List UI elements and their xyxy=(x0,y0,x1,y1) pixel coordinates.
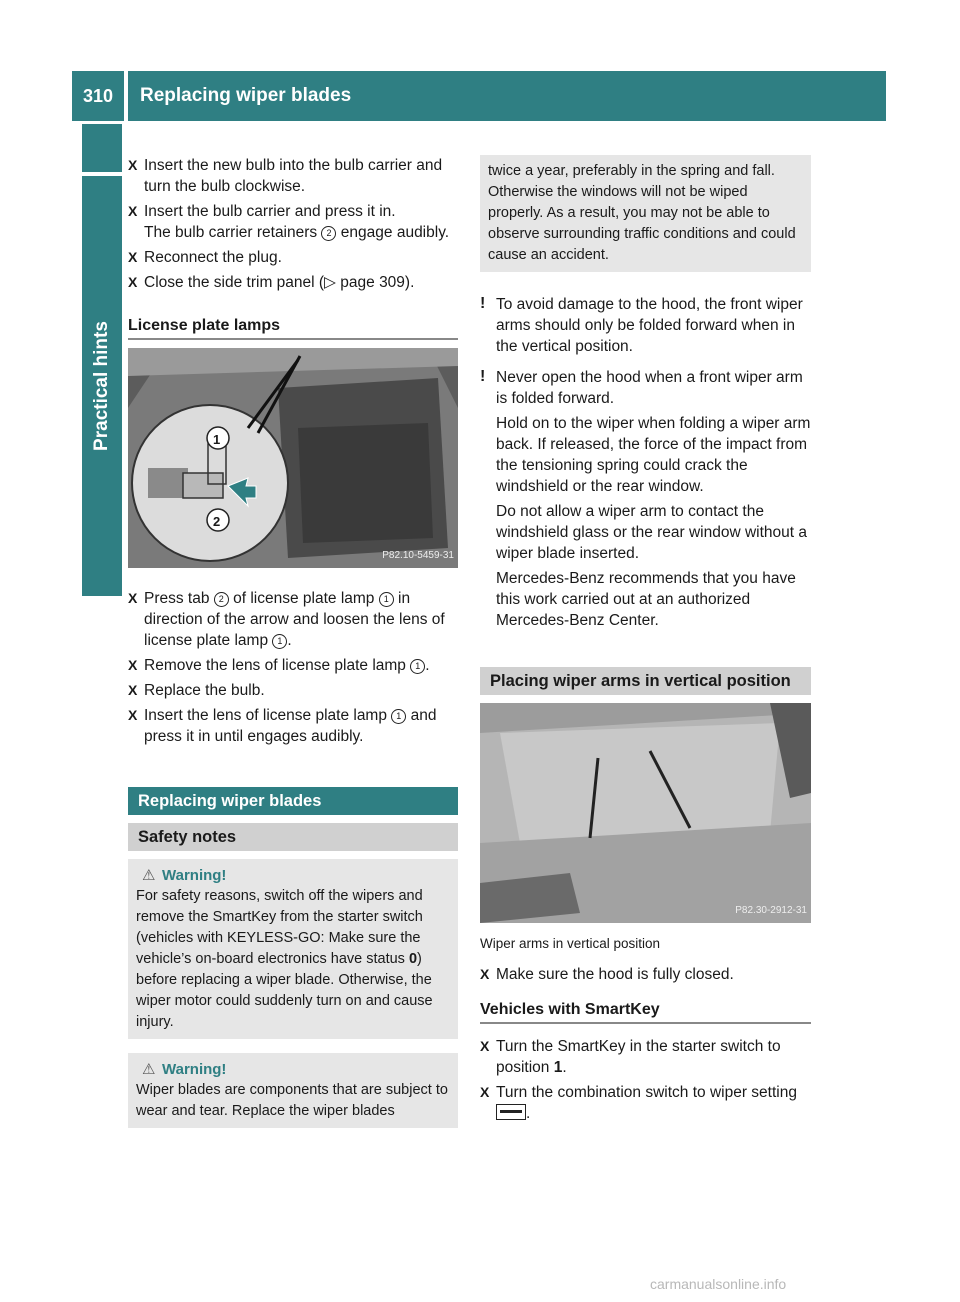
notice-exclamation-icon: ! xyxy=(480,295,486,312)
license-plate-image xyxy=(128,348,458,568)
bullet-close-trim: X Close the side trim panel (▷ page 309). xyxy=(128,274,415,291)
footer-watermark: carmanualsonline.info xyxy=(650,1276,787,1292)
notice-hood-damage: ! To avoid damage to the hood, the front wiper arms should only be folded forward when in the vertical position. xyxy=(480,295,803,355)
bullet-x-icon: X xyxy=(480,1084,490,1100)
bullet-insert-bulb: X Insert the new bulb into the bulb carrier and turn the bulb clockwise. xyxy=(128,157,443,195)
left-column xyxy=(128,155,458,1128)
callout-1-icon: 1 xyxy=(272,634,287,649)
callout-2-icon: 2 xyxy=(321,226,336,241)
bullet-x-icon: X xyxy=(128,203,138,219)
side-tab-label: Practical hints xyxy=(91,321,112,451)
page-number: 310 xyxy=(82,86,114,106)
right-column xyxy=(480,155,811,1128)
bullet-x-icon: X xyxy=(128,590,138,606)
warning-box-2 xyxy=(128,1053,458,1128)
wiper-setting-icon xyxy=(496,1104,526,1120)
bullet-x-icon: X xyxy=(128,707,138,723)
warning-box-2-continued: twice a year, preferably in the spring and fall. Otherwise the windows will not be wiped properly. As a result, you may not be able to observe surrounding traffic conditions and could cause an accident. xyxy=(480,155,811,272)
notice-never-open-hood: ! Never open the hood when a front wiper arm is folded forward. xyxy=(480,368,803,407)
bullet-combination-switch: X Turn the combination switch to wiper setting . xyxy=(480,1084,797,1122)
warning-triangle-icon: ⚠ xyxy=(142,867,156,884)
bullet-remove-lens: X Remove the lens of license plate lamp 1 . xyxy=(128,657,430,674)
press-steps xyxy=(128,588,458,747)
warning-triangle-icon: ⚠ xyxy=(142,1061,156,1078)
callout-2-label: 2 xyxy=(213,514,221,529)
bullet-x-icon: X xyxy=(128,274,138,290)
bullet-x-icon: X xyxy=(480,966,490,982)
image-code: P82.30-2912-31 xyxy=(735,905,807,916)
side-tab-strip xyxy=(82,176,122,596)
image-code: P82.10-5459-31 xyxy=(382,550,454,561)
license-plate-illustration xyxy=(128,348,458,568)
notice-para-recommend: Mercedes-Benz recommends that you have this work carried out at an authorized Mercedes-Benz Center. xyxy=(496,570,796,629)
wiper-arms-image xyxy=(480,703,811,923)
bullet-press-tab: X Press tab 2 of license plate lamp 1 in direction of the arrow and loosen the lens of license plate lamp 1 . xyxy=(128,590,445,649)
smartkey-steps xyxy=(480,1036,811,1124)
header-title: Replacing wiper blades xyxy=(140,85,352,106)
warning-text-2: Wiper blades are components that are subject to wear and tear. Replace the wiper blades xyxy=(136,1082,448,1119)
notice-para-hold: Hold on to the wiper when folding a wiper arm back. If released, the force of the impact from the tensioning spring could crack the windshield or the rear window. xyxy=(496,415,811,495)
warning-title: ⚠ Warning! xyxy=(142,1061,227,1078)
bullet-hood-closed: X Make sure the hood is fully closed. xyxy=(480,966,734,983)
callout-1-label: 1 xyxy=(213,432,221,447)
bullet-replace-bulb: X Replace the bulb. xyxy=(128,682,265,699)
image-caption: Wiper arms in vertical position xyxy=(480,936,661,951)
callout-1-icon: 1 xyxy=(379,592,394,607)
warning-title: ⚠ Warning! xyxy=(142,867,227,884)
bullet-turn-smartkey: X Turn the SmartKey in the starter switch to position 1. xyxy=(480,1038,781,1076)
bullet-x-icon: X xyxy=(128,682,138,698)
warning-box-1 xyxy=(128,859,458,1039)
license-plate-heading: License plate lamps xyxy=(128,315,458,340)
callout-1-icon: 1 xyxy=(391,709,406,724)
safety-notes-heading: Safety notes xyxy=(128,823,458,851)
smartkey-heading: Vehicles with SmartKey xyxy=(480,999,811,1024)
warning-text-1: For safety reasons, switch off the wipers and remove the SmartKey from the starter switch (vehicles with KEYLESS-GO: Make sure the vehicle’s on-board electronics have status 0) before replacing a wiper blade. Otherwise, the wiper motor could suddenly turn on and cause injury. xyxy=(136,888,433,1030)
bullet-insert-carrier: X Insert the bulb carrier and press it in. The bulb carrier retainers 2 engage audibly. xyxy=(128,203,450,241)
bullet-x-icon: X xyxy=(480,1038,490,1054)
section-heading-wiper-blades: Replacing wiper blades xyxy=(128,787,458,815)
bullet-x-icon: X xyxy=(128,249,138,265)
callout-1-icon: 1 xyxy=(410,659,425,674)
wiper-arms-illustration xyxy=(480,703,811,923)
notice-exclamation-icon: ! xyxy=(480,368,486,385)
section-heading-vertical-position: Placing wiper arms in vertical position xyxy=(480,667,811,695)
notice-para-contact: Do not allow a wiper arm to contact the windshield glass or the rear window without a wiper blade inserted. xyxy=(496,503,808,562)
side-tab-block xyxy=(82,124,122,172)
bullet-x-icon: X xyxy=(128,657,138,673)
notices xyxy=(480,294,811,631)
bullet-x-icon: X xyxy=(128,157,138,173)
callout-2-icon: 2 xyxy=(214,592,229,607)
bullet-reconnect: X Reconnect the plug. xyxy=(128,249,282,266)
page-header xyxy=(72,71,886,121)
header-divider xyxy=(124,71,128,121)
bullet-insert-lens: X Insert the lens of license plate lamp 1 and press it in until engages audibly. xyxy=(128,707,437,745)
